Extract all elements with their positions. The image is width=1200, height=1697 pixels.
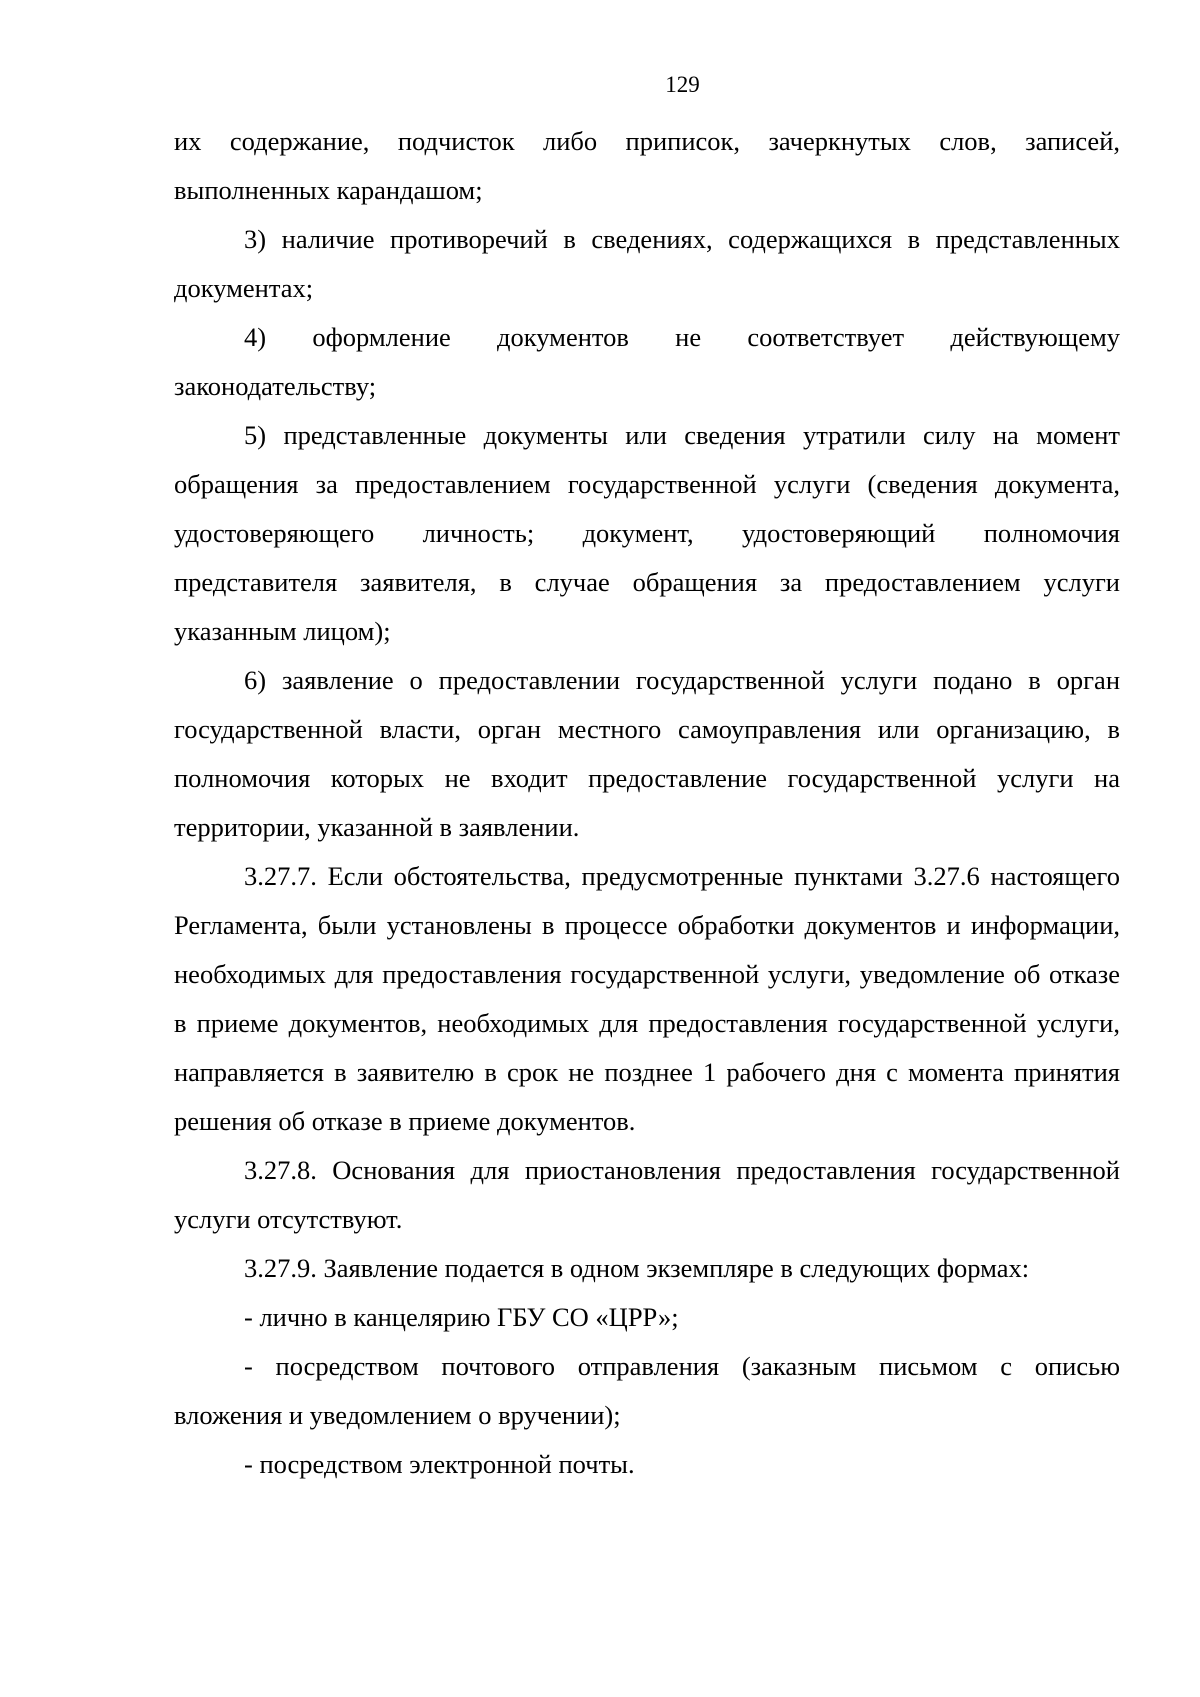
paragraph-item-3: 3) наличие противоречий в сведениях, содержащихся в представленных документах; xyxy=(174,224,1120,303)
paragraph-3-27-9: 3.27.9. Заявление подается в одном экземпляре в следующих формах: xyxy=(244,1253,1030,1283)
document-body xyxy=(174,117,1120,1489)
list-item-postal: - посредством почтового отправления (заказным письмом с описью вложения и уведомлением о вручении); xyxy=(174,1351,1120,1430)
list-item-in-person: - лично в канцелярию ГБУ СО «ЦРР»; xyxy=(244,1302,679,1332)
paragraph-3-27-7: 3.27.7. Если обстоятельства, предусмотренные пунктами 3.27.6 настоящего Регламента, были установлены в процессе обработки документов и информации, необходимых для предоставления государственной услуги, уведомление об отказе в приеме документов, необходимых для предоставления государственной услуги, направляется в заявителю в срок не позднее 1 рабочего дня с момента принятия решения об отказе в приеме документов. xyxy=(174,861,1120,1136)
paragraph-item-4: 4) оформление документов не соответствует действующему законодательству; xyxy=(174,322,1120,401)
paragraph-item-5: 5) представленные документы или сведения утратили силу на момент обращения за предоставлением государственной услуги (сведения документа, удостоверяющего личность; документ, удостоверяющий полномочия представителя заявителя, в случае обращения за предоставлением услуги указанным лицом); xyxy=(174,420,1120,646)
paragraph-item-6: 6) заявление о предоставлении государственной услуги подано в орган государственной власти, орган местного самоуправления или организацию, в полномочия которых не входит предоставление государственной услуги на территории, указанной в заявлении. xyxy=(174,665,1120,842)
list-item-email: - посредством электронной почты. xyxy=(244,1449,635,1479)
paragraph-3-27-8: 3.27.8. Основания для приостановления предоставления государственной услуги отсутствуют. xyxy=(174,1155,1120,1234)
page-number: 129 xyxy=(665,72,700,97)
paragraph-continuation: их содержание, подчисток либо приписок, зачеркнутых слов, записей, выполненных карандашом; xyxy=(174,126,1120,205)
